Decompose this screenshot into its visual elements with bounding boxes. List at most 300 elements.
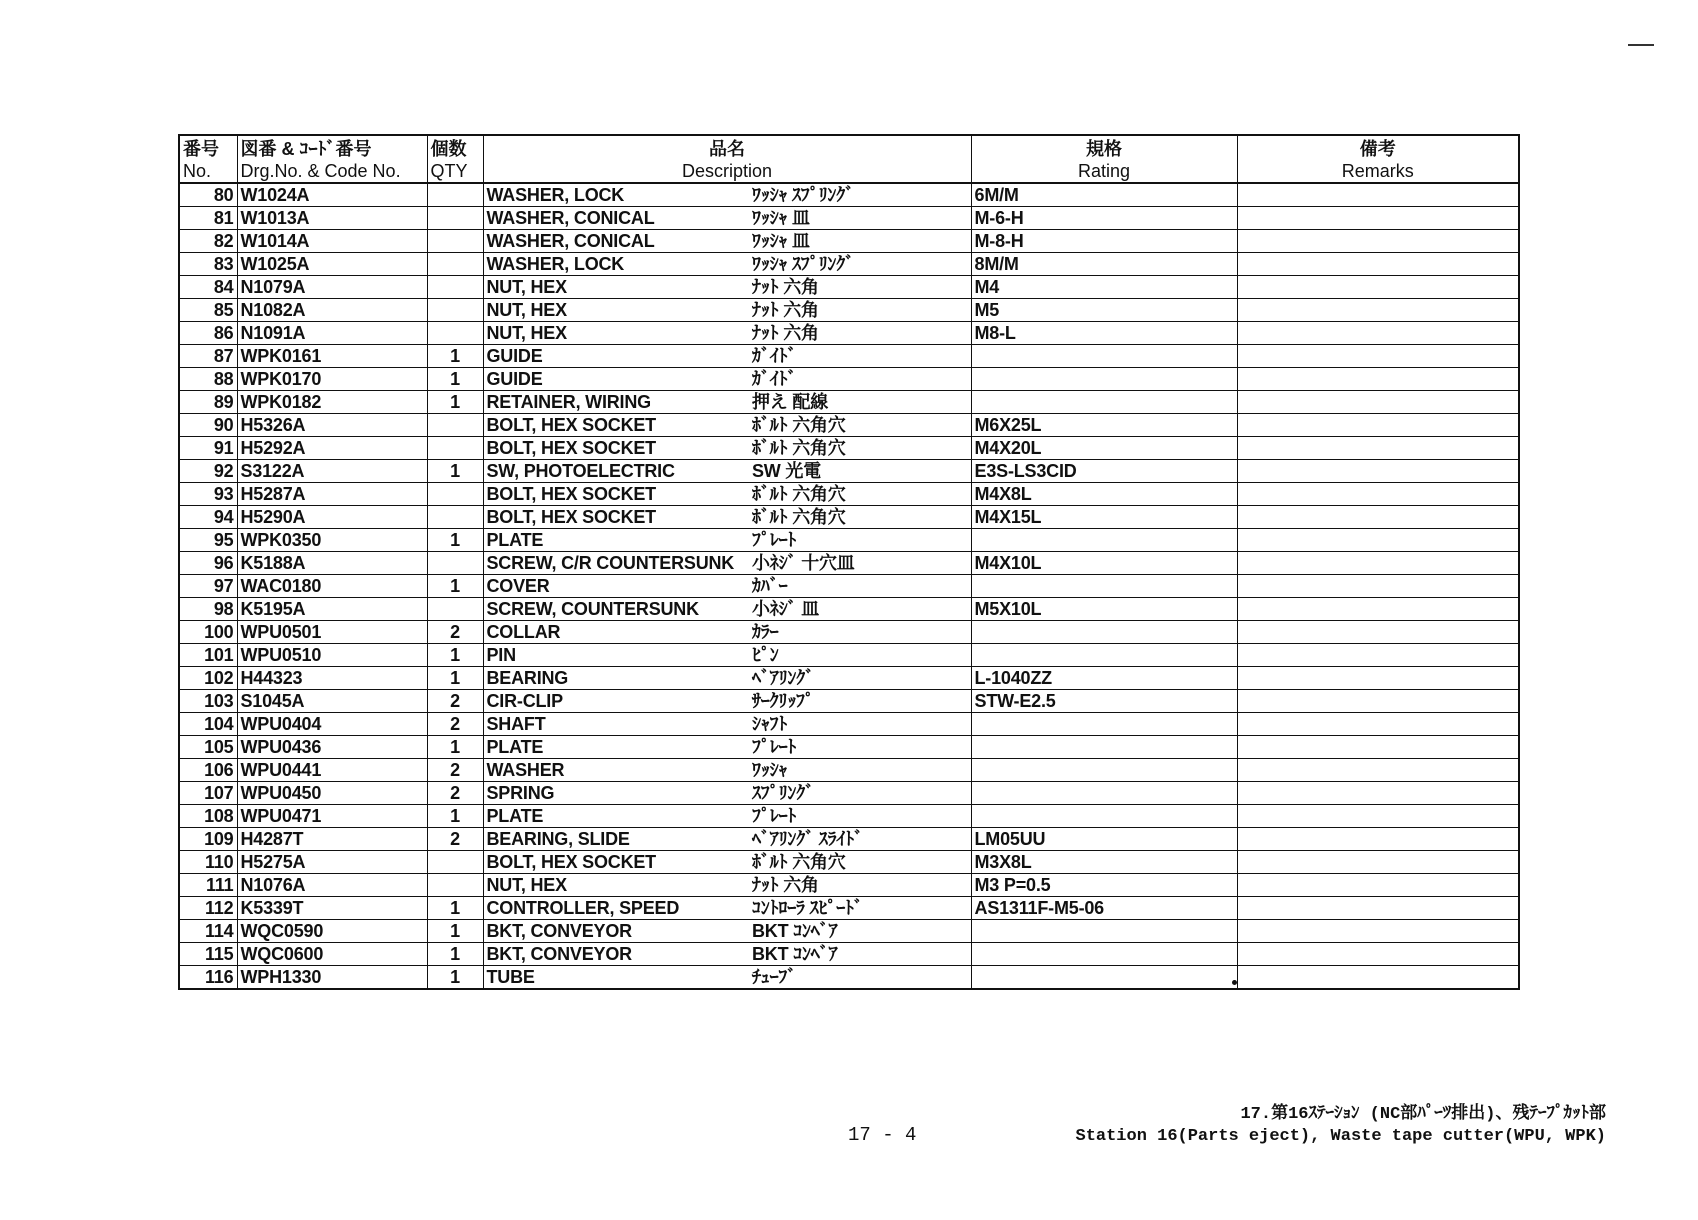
parts-table xyxy=(178,134,1520,990)
header-remarks xyxy=(1237,135,1519,183)
description-en-cell: GUIDE xyxy=(483,368,749,391)
code-cell: WPK0170 xyxy=(237,368,427,391)
table-row xyxy=(179,529,1519,552)
remarks-cell xyxy=(1237,897,1519,920)
rating-cell: E3S-LS3CID xyxy=(971,460,1237,483)
remarks-cell xyxy=(1237,552,1519,575)
table-row xyxy=(179,391,1519,414)
rating-cell xyxy=(971,713,1237,736)
table-row xyxy=(179,897,1519,920)
part-no-cell: 89 xyxy=(179,391,237,414)
description-en-cell: CIR-CLIP xyxy=(483,690,749,713)
footer-title-jp: 17.第16ｽﾃｰｼｮﾝ (NC部ﾊﾟｰﾂ排出)、残ﾃｰﾌﾟｶｯﾄ部 xyxy=(1240,1105,1606,1124)
description-en-cell: WASHER, LOCK xyxy=(483,183,749,207)
part-no-cell: 95 xyxy=(179,529,237,552)
description-en-cell: SCREW, C/R COUNTERSUNK xyxy=(483,552,749,575)
qty-cell: 1 xyxy=(427,529,483,552)
description-en-cell: PIN xyxy=(483,644,749,667)
part-no-cell: 112 xyxy=(179,897,237,920)
code-cell: WPU0501 xyxy=(237,621,427,644)
description-jp-cell: ﾜｯｼｬ ｽﾌﾟﾘﾝｸﾞ xyxy=(749,253,971,276)
table-row xyxy=(179,713,1519,736)
part-no-cell: 80 xyxy=(179,183,237,207)
description-jp-cell: ﾋﾟﾝ xyxy=(749,644,971,667)
description-en-cell: WASHER, CONICAL xyxy=(483,207,749,230)
rating-cell xyxy=(971,345,1237,368)
remarks-cell xyxy=(1237,414,1519,437)
rating-cell: M5 xyxy=(971,299,1237,322)
rating-cell: L-1040ZZ xyxy=(971,667,1237,690)
description-en-cell: BEARING xyxy=(483,667,749,690)
part-no-cell: 105 xyxy=(179,736,237,759)
part-no-cell: 92 xyxy=(179,460,237,483)
description-jp-cell: ｶﾊﾞｰ xyxy=(749,575,971,598)
table-row xyxy=(179,782,1519,805)
description-jp-cell: ﾎﾞﾙﾄ 六角穴 xyxy=(749,437,971,460)
code-cell: W1013A xyxy=(237,207,427,230)
code-cell: N1082A xyxy=(237,299,427,322)
remarks-cell xyxy=(1237,276,1519,299)
footer-title-en: Station 16(Parts eject), Waste tape cutter(WPU, WPK) xyxy=(1075,1127,1606,1146)
remarks-cell xyxy=(1237,299,1519,322)
code-cell: WQC0590 xyxy=(237,920,427,943)
qty-cell: 1 xyxy=(427,575,483,598)
code-cell: K5195A xyxy=(237,598,427,621)
description-en-cell: WASHER, LOCK xyxy=(483,253,749,276)
part-no-cell: 91 xyxy=(179,437,237,460)
remarks-cell xyxy=(1237,460,1519,483)
description-jp-cell: ﾅｯﾄ 六角 xyxy=(749,874,971,897)
description-en-cell: SHAFT xyxy=(483,713,749,736)
code-cell: WPK0161 xyxy=(237,345,427,368)
rating-cell: M-6-H xyxy=(971,207,1237,230)
part-no-cell: 86 xyxy=(179,322,237,345)
table-row xyxy=(179,299,1519,322)
remarks-cell xyxy=(1237,183,1519,207)
code-cell: W1014A xyxy=(237,230,427,253)
part-no-cell: 116 xyxy=(179,966,237,990)
part-no-cell: 114 xyxy=(179,920,237,943)
qty-cell xyxy=(427,851,483,874)
code-cell: WPK0350 xyxy=(237,529,427,552)
table-row xyxy=(179,805,1519,828)
description-jp-cell: ﾎﾞﾙﾄ 六角穴 xyxy=(749,414,971,437)
qty-cell xyxy=(427,276,483,299)
remarks-cell xyxy=(1237,207,1519,230)
rating-cell xyxy=(971,368,1237,391)
description-en-cell: BKT, CONVEYOR xyxy=(483,920,749,943)
description-en-cell: BOLT, HEX SOCKET xyxy=(483,437,749,460)
part-no-cell: 111 xyxy=(179,874,237,897)
description-en-cell: COLLAR xyxy=(483,621,749,644)
rating-cell: M4X10L xyxy=(971,552,1237,575)
table-row xyxy=(179,966,1519,990)
qty-cell xyxy=(427,230,483,253)
rating-cell xyxy=(971,644,1237,667)
header-qty-jp: 個数 xyxy=(430,139,467,159)
description-jp-cell: ﾜｯｼｬ 皿 xyxy=(749,230,971,253)
qty-cell: 2 xyxy=(427,759,483,782)
description-en-cell: PLATE xyxy=(483,805,749,828)
header-no-en: No. xyxy=(183,161,212,181)
description-jp-cell: ﾜｯｼｬ 皿 xyxy=(749,207,971,230)
description-en-cell: COVER xyxy=(483,575,749,598)
description-jp-cell: ﾜｯｼｬ xyxy=(749,759,971,782)
table-row xyxy=(179,575,1519,598)
qty-cell xyxy=(427,253,483,276)
rating-cell: M-8-H xyxy=(971,230,1237,253)
header-rating xyxy=(971,135,1237,183)
description-jp-cell: ｻｰｸﾘｯﾌﾟ xyxy=(749,690,971,713)
part-no-cell: 102 xyxy=(179,667,237,690)
description-jp-cell: ｼｬﾌﾄ xyxy=(749,713,971,736)
description-jp-cell: ﾎﾞﾙﾄ 六角穴 xyxy=(749,851,971,874)
code-cell: H4287T xyxy=(237,828,427,851)
table-row xyxy=(179,207,1519,230)
description-jp-cell: 押え 配線 xyxy=(749,391,971,414)
description-en-cell: WASHER xyxy=(483,759,749,782)
qty-cell: 1 xyxy=(427,897,483,920)
rating-cell: M4X15L xyxy=(971,506,1237,529)
table-row xyxy=(179,690,1519,713)
description-en-cell: SCREW, COUNTERSUNK xyxy=(483,598,749,621)
table-row xyxy=(179,253,1519,276)
code-cell: H5275A xyxy=(237,851,427,874)
rating-cell: LM05UU xyxy=(971,828,1237,851)
part-no-cell: 115 xyxy=(179,943,237,966)
qty-cell: 1 xyxy=(427,391,483,414)
description-jp-cell: ｶﾞｲﾄﾞ xyxy=(749,345,971,368)
description-en-cell: NUT, HEX xyxy=(483,322,749,345)
qty-cell: 2 xyxy=(427,690,483,713)
rating-cell: M5X10L xyxy=(971,598,1237,621)
header-no xyxy=(179,135,237,183)
table-row xyxy=(179,828,1519,851)
description-jp-cell: ﾜｯｼｬ ｽﾌﾟﾘﾝｸﾞ xyxy=(749,183,971,207)
description-en-cell: RETAINER, WIRING xyxy=(483,391,749,414)
qty-cell: 1 xyxy=(427,736,483,759)
remarks-cell xyxy=(1237,506,1519,529)
remarks-cell xyxy=(1237,322,1519,345)
qty-cell: 1 xyxy=(427,644,483,667)
qty-cell xyxy=(427,183,483,207)
qty-cell: 1 xyxy=(427,966,483,990)
table-row xyxy=(179,183,1519,207)
description-en-cell: BOLT, HEX SOCKET xyxy=(483,483,749,506)
description-en-cell: NUT, HEX xyxy=(483,874,749,897)
part-no-cell: 96 xyxy=(179,552,237,575)
rating-cell: AS1311F-M5-06 xyxy=(971,897,1237,920)
code-cell: WPH1330 xyxy=(237,966,427,990)
part-no-cell: 90 xyxy=(179,414,237,437)
description-en-cell: BOLT, HEX SOCKET xyxy=(483,506,749,529)
code-cell: H5287A xyxy=(237,483,427,506)
section-footer xyxy=(1076,1104,1607,1148)
remarks-cell xyxy=(1237,805,1519,828)
rating-cell xyxy=(971,920,1237,943)
code-cell: W1024A xyxy=(237,183,427,207)
qty-cell: 1 xyxy=(427,805,483,828)
description-en-cell: NUT, HEX xyxy=(483,299,749,322)
remarks-cell xyxy=(1237,690,1519,713)
rating-cell: M6X25L xyxy=(971,414,1237,437)
description-en-cell: TUBE xyxy=(483,966,749,990)
header-code-en: Drg.No. & Code No. xyxy=(240,161,401,181)
table-row xyxy=(179,943,1519,966)
rating-cell xyxy=(971,391,1237,414)
table-row xyxy=(179,437,1519,460)
qty-cell xyxy=(427,483,483,506)
code-cell: N1091A xyxy=(237,322,427,345)
header-remarks-jp: 備考 xyxy=(1359,139,1396,159)
description-jp-cell: ﾌﾟﾚｰﾄ xyxy=(749,805,971,828)
remark-dot xyxy=(1232,980,1237,985)
remarks-cell xyxy=(1237,782,1519,805)
page-number: 17 - 4 xyxy=(848,1124,917,1146)
part-no-cell: 100 xyxy=(179,621,237,644)
remarks-cell xyxy=(1237,874,1519,897)
code-cell: WPU0441 xyxy=(237,759,427,782)
qty-cell: 1 xyxy=(427,920,483,943)
qty-cell: 2 xyxy=(427,713,483,736)
table-row xyxy=(179,667,1519,690)
part-no-cell: 103 xyxy=(179,690,237,713)
part-no-cell: 87 xyxy=(179,345,237,368)
description-en-cell: WASHER, CONICAL xyxy=(483,230,749,253)
remarks-cell xyxy=(1237,759,1519,782)
part-no-cell: 107 xyxy=(179,782,237,805)
table-row xyxy=(179,506,1519,529)
code-cell: WAC0180 xyxy=(237,575,427,598)
qty-cell: 1 xyxy=(427,667,483,690)
code-cell: WPK0182 xyxy=(237,391,427,414)
qty-cell: 1 xyxy=(427,943,483,966)
description-en-cell: PLATE xyxy=(483,529,749,552)
code-cell: H5326A xyxy=(237,414,427,437)
part-no-cell: 108 xyxy=(179,805,237,828)
description-jp-cell: ｶﾞｲﾄﾞ xyxy=(749,368,971,391)
table-row xyxy=(179,736,1519,759)
remarks-cell xyxy=(1237,966,1519,990)
qty-cell: 1 xyxy=(427,460,483,483)
table-row xyxy=(179,322,1519,345)
rating-cell xyxy=(971,759,1237,782)
rating-cell: M8-L xyxy=(971,322,1237,345)
part-no-cell: 84 xyxy=(179,276,237,299)
description-jp-cell: ﾎﾞﾙﾄ 六角穴 xyxy=(749,506,971,529)
part-no-cell: 83 xyxy=(179,253,237,276)
qty-cell xyxy=(427,506,483,529)
table-header-row xyxy=(179,135,1519,183)
header-code-jp: 図番 & ｺｰﾄﾞ番号 xyxy=(240,139,372,159)
table-row xyxy=(179,874,1519,897)
code-cell: WQC0600 xyxy=(237,943,427,966)
description-en-cell: GUIDE xyxy=(483,345,749,368)
remarks-cell xyxy=(1237,230,1519,253)
table-row xyxy=(179,414,1519,437)
description-jp-cell: ｶﾗｰ xyxy=(749,621,971,644)
remarks-cell xyxy=(1237,621,1519,644)
code-cell: K5339T xyxy=(237,897,427,920)
code-cell: WPU0404 xyxy=(237,713,427,736)
qty-cell: 2 xyxy=(427,828,483,851)
description-en-cell: BOLT, HEX SOCKET xyxy=(483,851,749,874)
code-cell: WPU0510 xyxy=(237,644,427,667)
qty-cell xyxy=(427,874,483,897)
header-remarks-en: Remarks xyxy=(1341,161,1414,181)
table-row xyxy=(179,598,1519,621)
rating-cell: M3X8L xyxy=(971,851,1237,874)
qty-cell xyxy=(427,299,483,322)
description-jp-cell: ﾎﾞﾙﾄ 六角穴 xyxy=(749,483,971,506)
table-row xyxy=(179,345,1519,368)
remarks-cell xyxy=(1237,851,1519,874)
part-no-cell: 110 xyxy=(179,851,237,874)
table-row xyxy=(179,851,1519,874)
remarks-cell xyxy=(1237,713,1519,736)
header-rating-en: Rating xyxy=(1078,161,1131,181)
table-row xyxy=(179,276,1519,299)
qty-cell xyxy=(427,322,483,345)
part-no-cell: 104 xyxy=(179,713,237,736)
parts-table-body xyxy=(179,183,1519,989)
rating-cell xyxy=(971,782,1237,805)
qty-cell xyxy=(427,552,483,575)
code-cell: WPU0436 xyxy=(237,736,427,759)
header-description-en: Description xyxy=(681,161,773,181)
part-no-cell: 85 xyxy=(179,299,237,322)
table-row xyxy=(179,460,1519,483)
rating-cell: M4 xyxy=(971,276,1237,299)
header-description-jp: 品名 xyxy=(709,139,745,159)
remarks-cell xyxy=(1237,943,1519,966)
qty-cell xyxy=(427,598,483,621)
table-row xyxy=(179,483,1519,506)
remarks-cell xyxy=(1237,437,1519,460)
description-jp-cell: SW 光電 xyxy=(749,460,971,483)
description-en-cell: NUT, HEX xyxy=(483,276,749,299)
rating-cell: STW-E2.5 xyxy=(971,690,1237,713)
qty-cell: 2 xyxy=(427,782,483,805)
code-cell: WPU0450 xyxy=(237,782,427,805)
code-cell: S1045A xyxy=(237,690,427,713)
part-no-cell: 97 xyxy=(179,575,237,598)
remarks-cell xyxy=(1237,575,1519,598)
description-en-cell: CONTROLLER, SPEED xyxy=(483,897,749,920)
table-row xyxy=(179,552,1519,575)
remarks-cell xyxy=(1237,345,1519,368)
description-jp-cell: BKT ｺﾝﾍﾞｱ xyxy=(749,920,971,943)
part-no-cell: 101 xyxy=(179,644,237,667)
table-row xyxy=(179,759,1519,782)
code-cell: WPU0471 xyxy=(237,805,427,828)
rating-cell: M4X20L xyxy=(971,437,1237,460)
description-en-cell: PLATE xyxy=(483,736,749,759)
remarks-cell xyxy=(1237,391,1519,414)
remarks-cell xyxy=(1237,644,1519,667)
part-no-cell: 109 xyxy=(179,828,237,851)
header-qty xyxy=(427,135,483,183)
qty-cell xyxy=(427,437,483,460)
description-jp-cell: BKT ｺﾝﾍﾞｱ xyxy=(749,943,971,966)
qty-cell xyxy=(427,207,483,230)
header-rating-jp: 規格 xyxy=(1086,139,1123,159)
rating-cell xyxy=(971,736,1237,759)
header-code xyxy=(237,135,427,183)
code-cell: H5290A xyxy=(237,506,427,529)
description-jp-cell: ﾅｯﾄ 六角 xyxy=(749,322,971,345)
part-no-cell: 93 xyxy=(179,483,237,506)
rating-cell: M4X8L xyxy=(971,483,1237,506)
part-no-cell: 94 xyxy=(179,506,237,529)
qty-cell: 2 xyxy=(427,621,483,644)
remarks-cell xyxy=(1237,529,1519,552)
description-en-cell: SPRING xyxy=(483,782,749,805)
remarks-cell xyxy=(1237,920,1519,943)
qty-cell xyxy=(427,414,483,437)
part-no-cell: 106 xyxy=(179,759,237,782)
description-en-cell: SW, PHOTOELECTRIC xyxy=(483,460,749,483)
description-en-cell: BEARING, SLIDE xyxy=(483,828,749,851)
code-cell: K5188A xyxy=(237,552,427,575)
rating-cell xyxy=(971,805,1237,828)
table-row xyxy=(179,920,1519,943)
scan-mark xyxy=(1628,44,1654,46)
rating-cell xyxy=(971,529,1237,552)
header-qty-en: QTY xyxy=(430,161,468,181)
rating-cell xyxy=(971,966,1237,990)
description-en-cell: BOLT, HEX SOCKET xyxy=(483,414,749,437)
description-jp-cell: ﾍﾞｱﾘﾝｸﾞ xyxy=(749,667,971,690)
table-row xyxy=(179,621,1519,644)
remarks-cell xyxy=(1237,368,1519,391)
code-cell: S3122A xyxy=(237,460,427,483)
part-no-cell: 82 xyxy=(179,230,237,253)
header-description xyxy=(483,135,971,183)
description-jp-cell: ﾌﾟﾚｰﾄ xyxy=(749,736,971,759)
code-cell: H44323 xyxy=(237,667,427,690)
remarks-cell xyxy=(1237,667,1519,690)
qty-cell: 1 xyxy=(427,368,483,391)
code-cell: H5292A xyxy=(237,437,427,460)
description-jp-cell: 小ﾈｼﾞ 十穴皿 xyxy=(749,552,971,575)
remarks-cell xyxy=(1237,253,1519,276)
part-no-cell: 81 xyxy=(179,207,237,230)
remarks-cell xyxy=(1237,483,1519,506)
description-jp-cell: ｺﾝﾄﾛｰﾗ ｽﾋﾟｰﾄﾞ xyxy=(749,897,971,920)
code-cell: N1079A xyxy=(237,276,427,299)
remarks-cell xyxy=(1237,736,1519,759)
rating-cell: 6M/M xyxy=(971,183,1237,207)
code-cell: N1076A xyxy=(237,874,427,897)
rating-cell: M3 P=0.5 xyxy=(971,874,1237,897)
description-jp-cell: ｽﾌﾟﾘﾝｸﾞ xyxy=(749,782,971,805)
rating-cell xyxy=(971,575,1237,598)
remarks-cell xyxy=(1237,828,1519,851)
qty-cell: 1 xyxy=(427,345,483,368)
description-jp-cell: ﾁｭｰﾌﾞ xyxy=(749,966,971,990)
table-row xyxy=(179,230,1519,253)
part-no-cell: 98 xyxy=(179,598,237,621)
rating-cell xyxy=(971,943,1237,966)
remarks-cell xyxy=(1237,598,1519,621)
code-cell: W1025A xyxy=(237,253,427,276)
rating-cell xyxy=(971,621,1237,644)
table-row xyxy=(179,644,1519,667)
rating-cell: 8M/M xyxy=(971,253,1237,276)
description-jp-cell: ﾍﾞｱﾘﾝｸﾞ ｽﾗｲﾄﾞ xyxy=(749,828,971,851)
description-en-cell: BKT, CONVEYOR xyxy=(483,943,749,966)
